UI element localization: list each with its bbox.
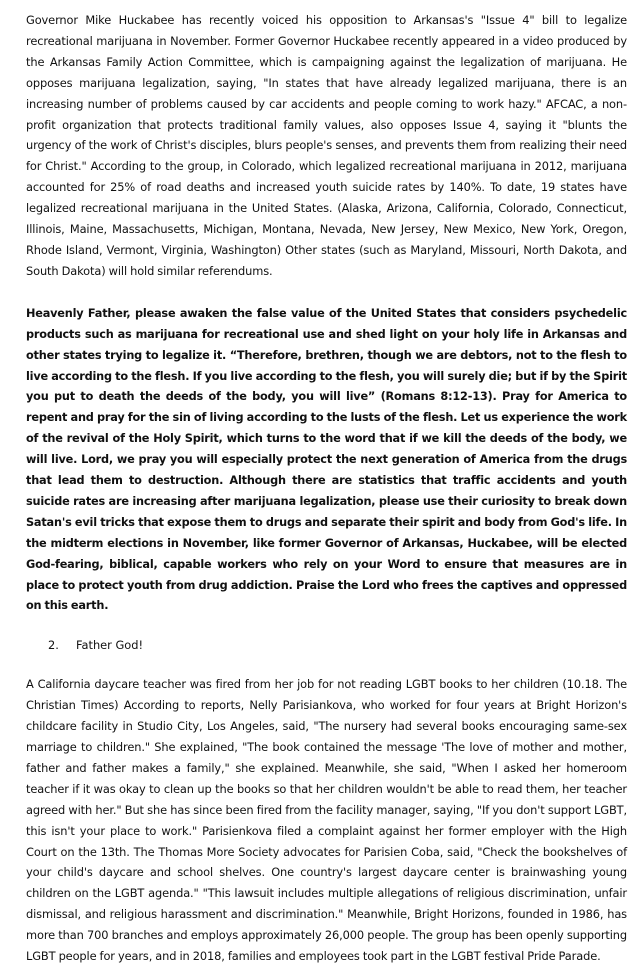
list-heading-text: Father God!	[76, 638, 144, 653]
news-paragraph-huckabee: Governor Mike Huckabee has recently voiced his opposition to Arkansas's "Issue 4" bill to legalize recreational marijuana in November. Former Governor Huckabee recently appeared in a video produced by the Arkansas Family Action Committee, which is campaigning against the legalization of marijuana. He opposes marijuana legalization, saying, "In states that have already legalized marijuana, there is an increasing number of problems caused by car accidents and people coming to work hazy." AFCAC, a non-profit organization that protects traditional family values, also opposes Issue 4, saying it "blunts the urgency of the work of Christ's disciples, blurs people's senses, and prevents them from realizing their need for Christ." According to the group, in Colorado, which legalized recreational marijuana in 2012, marijuana accounted for 25% of road deaths and increased youth suicide rates by 140%. To date, 19 states have legalized recreational marijuana in the United States. (Alaska, Arizona, California, Colorado, Connecticut, Illinois, Maine, Massachusetts, Michigan, Montana, Nevada, New Jersey, New Mexico, New York, Oregon, Rhode Island, Vermont, Virginia, Washington) Other states (such as Maryland, Missouri, North Dakota, and South Dakota) will hold similar referendums.	[26, 13, 627, 278]
news-paragraph-daycare: A California daycare teacher was fired from her job for not reading LGBT books to her children (10.18. The Christian Times) According to reports, Nelly Parisiankova, who worked for four years at Bright Horizon's childcare facility in Studio City, Los Angeles, said, "The nursery had several books encouraging same-sex marriage to children." She explained, "The book contained the message 'The love of mother and mother, father and father makes a family," she explained. Meanwhile, she said, "When I asked her homeroom teacher if it was okay to clean up the books so that her children wouldn't be able to read them, her teacher agreed with her." But she has since been fired from the facility manager, saying, "If you don't support LGBT, this isn't your place to work." Parisienkova filed a complaint against her former employer with the High Court on the 13th. The Thomas More Society advocates for Parisien Coba, said, "Check the bookshelves of your child's daycare and school shelves. One country's largest daycare center is brainwashing young children on the LGBT agenda." "This lawsuit includes multiple allegations of religious discrimination, unfair dismissal, and religious harassment and discrimination." Meanwhile, Bright Horizons, founded in 1986, has more than 700 branches and employs approximately 26,000 people. The group has been openly supporting LGBT people for years, and in 2018, families and employees took part in the LGBT festival Pride Parade.	[26, 677, 627, 964]
prayer-paragraph: Heavenly Father, please awaken the false value of the United States that considers psychedelic products such as marijuana for recreational use and shed light on your holy life in Arkansas and other states trying to legalize it. “Therefore, brethren, though we are debtors, not to the flesh to live according to the flesh. If you live according to the flesh, you will surely die; but if by the Spirit you put to death the deeds of the body, you will live” (Romans 8:12-13). Pray for America to repent and pray for the sin of living according to the lusts of the flesh. Let us experience the work of the revival of the Holy Spirit, which turns to the word that if we kill the deeds of the body, we will live. Lord, we pray you will especially protect the next generation of America from the drugs that lead them to destruction. Although there are statistics that traffic accidents and youth suicide rates are increasing after marijuana legalization, please use their curiosity to break down Satan's evil tricks that expose them to drugs and separate their spirit and body from God's life. In the midterm elections in November, like former Governor of Arkansas, Huckabee, will be elected God-fearing, biblical, capable workers who rely on your Word to ensure that measures are in place to protect youth from drug addiction. Praise the Lord who frees the captives and oppressed on this earth.	[26, 306, 627, 613]
numbered-heading	[26, 635, 627, 656]
document-page	[26, 10, 627, 967]
list-number: 2.	[48, 638, 59, 653]
